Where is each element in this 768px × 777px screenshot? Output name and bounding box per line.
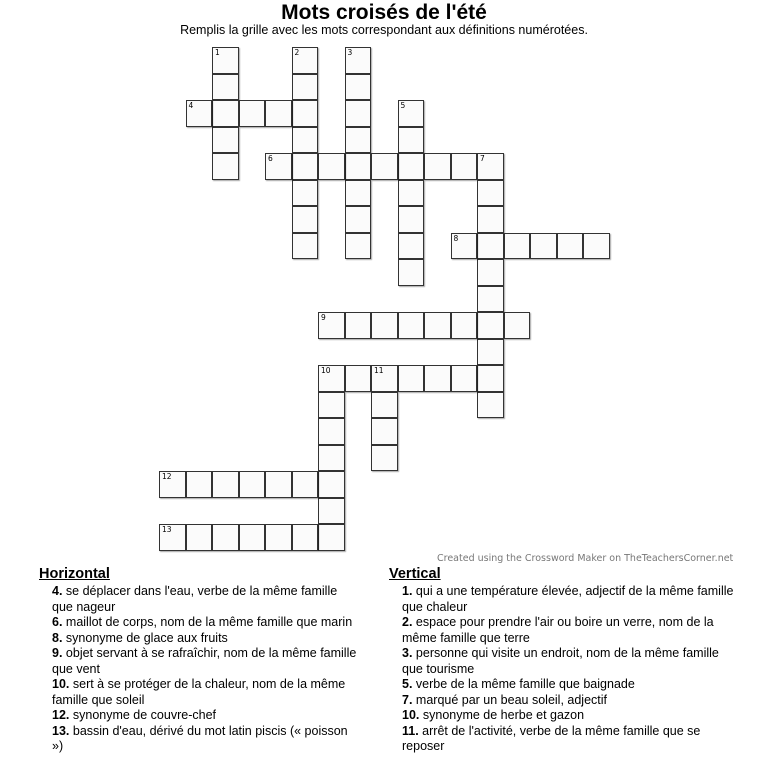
clue-num: 2.: [402, 615, 413, 629]
clue-number: 1: [215, 48, 220, 57]
grid-cell[interactable]: [318, 153, 345, 180]
grid-cell[interactable]: [292, 233, 319, 260]
clue-item: [389, 724, 734, 755]
grid-cell[interactable]: [212, 47, 239, 74]
clue-item: [39, 584, 359, 615]
clue-number: 4: [188, 101, 194, 110]
clue-number: 10: [321, 366, 331, 375]
clue-num: 9.: [52, 646, 63, 660]
grid-cell[interactable]: [424, 153, 451, 180]
grid-cell[interactable]: [265, 100, 292, 127]
vertical-clues: [389, 566, 734, 755]
grid-cell[interactable]: [398, 206, 425, 233]
grid-cell[interactable]: [477, 339, 504, 366]
grid-cell[interactable]: [292, 127, 319, 154]
grid-cell[interactable]: [398, 233, 425, 260]
grid-cell[interactable]: [398, 259, 425, 286]
grid-cell[interactable]: [477, 312, 504, 339]
grid-cell[interactable]: [292, 153, 319, 180]
clue-text: synonyme de couvre-chef: [69, 708, 216, 722]
grid-cell[interactable]: [345, 153, 372, 180]
grid-cell[interactable]: [292, 74, 319, 101]
grid-cell[interactable]: [318, 498, 345, 525]
clue-text: verbe de la même famille que baignade: [412, 677, 635, 691]
page-subtitle: Remplis la grille avec les mots correspondant aux définitions numérotées.: [180, 23, 588, 37]
grid-cell[interactable]: [292, 180, 319, 207]
grid-cell[interactable]: [265, 524, 292, 551]
grid-cell[interactable]: [345, 127, 372, 154]
clue-number: 5: [400, 101, 406, 110]
grid-cell[interactable]: [345, 312, 372, 339]
grid-cell[interactable]: [212, 100, 239, 127]
grid-cell[interactable]: [371, 365, 398, 392]
clue-item: [39, 708, 359, 724]
grid-cell[interactable]: [212, 153, 239, 180]
clue-number: 3: [347, 48, 353, 57]
clue-text: marqué par un beau soleil, adjectif: [412, 692, 607, 707]
clue-text: qui a une température élevée, adjectif de la même famille que chaleur: [402, 584, 734, 614]
grid-cell[interactable]: [477, 180, 504, 207]
grid-cell[interactable]: [186, 471, 213, 498]
grid-cell[interactable]: [345, 206, 372, 233]
grid-cell[interactable]: [583, 233, 610, 260]
grid-cell[interactable]: [239, 524, 266, 551]
clue-text: objet servant à se rafraîchir, nom de la même famille que vent: [52, 646, 357, 676]
clue-num: 11.: [402, 723, 419, 738]
grid-cell[interactable]: [345, 100, 372, 127]
grid-cell[interactable]: [212, 74, 239, 101]
grid-cell[interactable]: [318, 418, 345, 445]
grid-cell[interactable]: [398, 153, 425, 180]
clue-text: maillot de corps, nom de la même famille que marin: [62, 615, 353, 629]
vertical-heading: Vertical: [389, 566, 441, 582]
grid-cell[interactable]: [371, 312, 398, 339]
clue-number: 6: [268, 154, 273, 163]
clue-item: [389, 615, 734, 646]
grid-cell[interactable]: [318, 524, 345, 551]
clue-number: 7: [480, 154, 485, 163]
clue-text: synonyme de glace aux fruits: [62, 630, 228, 645]
grid-cell[interactable]: [212, 524, 239, 551]
grid-cell[interactable]: [398, 127, 425, 154]
clue-item: [39, 631, 359, 647]
grid-cell[interactable]: [398, 312, 425, 339]
horizontal-clues: [39, 566, 359, 755]
clue-text: personne qui visite un endroit, nom de la même famille que tourisme: [402, 646, 719, 676]
grid-cell[interactable]: [398, 365, 425, 392]
page-title: Mots croisés de l'été: [281, 1, 487, 24]
grid-cell[interactable]: [557, 233, 584, 260]
grid-cell[interactable]: [159, 524, 186, 551]
clue-item: [39, 677, 359, 708]
grid-cell[interactable]: [318, 392, 345, 419]
clue-num: 5.: [402, 677, 413, 691]
clue-text: synonyme de herbe et gazon: [419, 708, 585, 722]
clue-item: [39, 615, 359, 631]
clue-num: 6.: [52, 615, 63, 629]
horizontal-heading: Horizontal: [39, 566, 110, 582]
grid-cell[interactable]: [477, 286, 504, 313]
clue-text: espace pour prendre l'air ou boire un verre, nom de la même famille que terre: [402, 615, 714, 645]
grid-cell[interactable]: [477, 233, 504, 260]
credit-text: Created using the Crossword Maker on TheTeachersCorner.net: [437, 553, 734, 564]
grid-cell[interactable]: [398, 180, 425, 207]
grid-cell[interactable]: [186, 524, 213, 551]
clue-item: [389, 646, 734, 677]
clue-num: 13.: [52, 723, 70, 738]
grid-cell[interactable]: [451, 153, 478, 180]
clue-num: 4.: [52, 584, 63, 598]
grid-cell[interactable]: [424, 312, 451, 339]
grid-cell[interactable]: [159, 471, 186, 498]
grid-cell[interactable]: [212, 127, 239, 154]
grid-cell[interactable]: [530, 233, 557, 260]
clue-item: [389, 584, 734, 615]
grid-cell[interactable]: [398, 100, 425, 127]
grid-cell[interactable]: [345, 233, 372, 260]
grid-cell[interactable]: [318, 471, 345, 498]
clue-num: 10.: [402, 708, 420, 722]
grid-cell[interactable]: [212, 471, 239, 498]
clue-item: [39, 646, 359, 677]
clue-num: 3.: [402, 646, 413, 660]
clue-number: 9: [321, 313, 326, 322]
grid-cell[interactable]: [292, 47, 319, 74]
grid-cell[interactable]: [477, 392, 504, 419]
grid-cell[interactable]: [345, 74, 372, 101]
grid-cell[interactable]: [345, 180, 372, 207]
clue-num: 1.: [402, 584, 413, 598]
grid-cell[interactable]: [292, 524, 319, 551]
clue-number: 13: [162, 525, 172, 534]
grid-cell[interactable]: [239, 471, 266, 498]
grid-cell[interactable]: [371, 153, 398, 180]
grid-cell[interactable]: [451, 233, 478, 260]
clue-number: 2: [294, 48, 300, 57]
grid-cell[interactable]: [292, 206, 319, 233]
grid-cell[interactable]: [451, 365, 478, 392]
grid-cell[interactable]: [451, 312, 478, 339]
grid-cell[interactable]: [318, 312, 345, 339]
clue-text: bassin d'eau, dérivé du mot latin piscis (« poisson »): [52, 723, 348, 753]
clue-num: 8.: [52, 630, 63, 645]
clue-num: 12.: [52, 708, 70, 722]
clue-item: [39, 724, 359, 755]
grid-cell[interactable]: [371, 445, 398, 472]
grid-cell[interactable]: [265, 153, 292, 180]
clue-item: [389, 693, 734, 709]
grid-cell[interactable]: [318, 365, 345, 392]
grid-cell[interactable]: [504, 312, 531, 339]
grid-cell[interactable]: [424, 365, 451, 392]
grid-cell[interactable]: [371, 418, 398, 445]
grid-cell[interactable]: [292, 471, 319, 498]
clue-item: [389, 677, 734, 693]
grid-cell[interactable]: [477, 259, 504, 286]
grid-cell[interactable]: [477, 365, 504, 392]
grid-cell[interactable]: [292, 100, 319, 127]
clue-num: 7.: [402, 692, 413, 707]
clue-item: [389, 708, 734, 724]
clue-text: se déplacer dans l'eau, verbe de la même famille que nageur: [52, 584, 338, 614]
clue-number: 11: [374, 366, 384, 375]
clue-text: sert à se protéger de la chaleur, nom de la même famille que soleil: [52, 677, 346, 707]
grid-cell[interactable]: [265, 471, 292, 498]
clue-number: 8: [453, 233, 459, 243]
grid-cell[interactable]: [477, 153, 504, 180]
grid-cell[interactable]: [318, 445, 345, 472]
grid-cell[interactable]: [345, 365, 372, 392]
grid-cell[interactable]: [477, 206, 504, 233]
clue-text: arrêt de l'activité, verbe de la même famille que se reposer: [402, 723, 701, 753]
grid-cell[interactable]: [239, 100, 266, 127]
grid-cell[interactable]: [504, 233, 531, 260]
grid-cell[interactable]: [371, 392, 398, 419]
clue-num: 10.: [52, 677, 70, 691]
grid-cell[interactable]: [186, 100, 213, 127]
grid-cell[interactable]: [345, 47, 372, 74]
clue-number: 12: [162, 472, 172, 481]
